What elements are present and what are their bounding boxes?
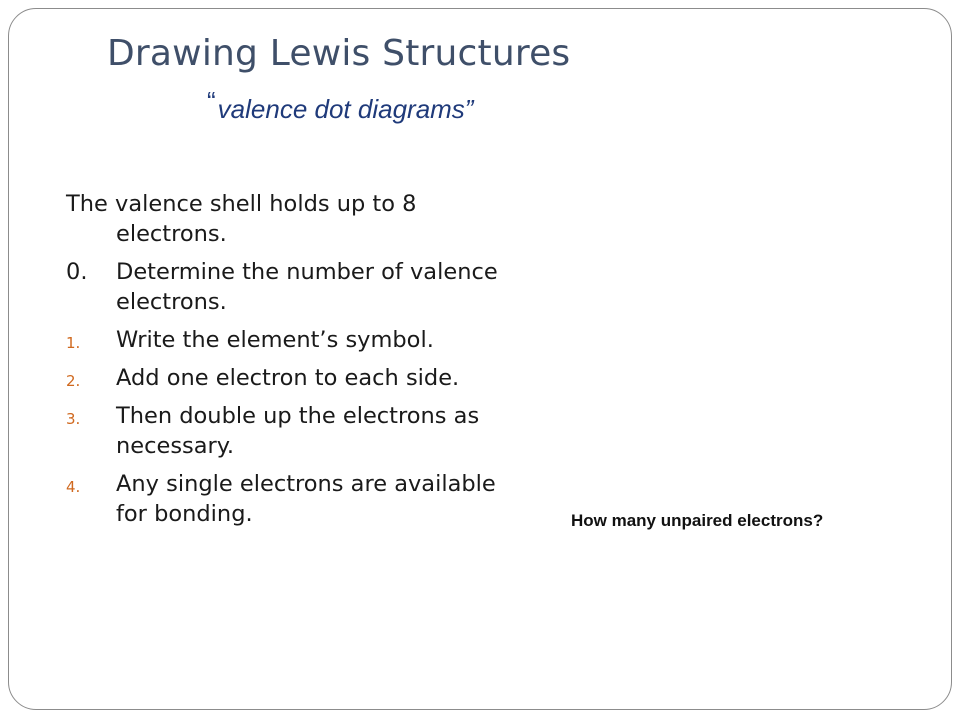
intro-text: The valence shell holds up to 8 electrons. bbox=[66, 191, 417, 247]
step-text: Add one electron to each side. bbox=[116, 365, 460, 391]
step-item bbox=[66, 325, 516, 355]
slide-body bbox=[66, 189, 516, 537]
subtitle-open-quote: “ bbox=[207, 86, 216, 116]
step-item bbox=[66, 363, 516, 393]
step-number: 1. bbox=[66, 334, 81, 352]
step-number: 0. bbox=[66, 259, 88, 285]
step-text: Write the element’s symbol. bbox=[116, 327, 434, 353]
unpaired-electrons-question: How many unpaired electrons? bbox=[571, 511, 824, 530]
step-number: 2. bbox=[66, 372, 81, 390]
step-text: Determine the number of valence electrons. bbox=[116, 259, 498, 315]
subtitle-text: valence dot diagrams” bbox=[217, 94, 474, 124]
step-item bbox=[66, 401, 516, 461]
step-number: 4. bbox=[66, 478, 81, 496]
step-item bbox=[66, 257, 516, 317]
slide-title: Drawing Lewis Structures bbox=[107, 33, 571, 74]
step-text: Any single electrons are available for bonding. bbox=[116, 471, 496, 527]
slide-subtitle bbox=[207, 86, 474, 125]
step-text: Then double up the electrons as necessary. bbox=[116, 403, 480, 459]
step-number: 3. bbox=[66, 410, 81, 428]
step-item bbox=[66, 469, 516, 529]
